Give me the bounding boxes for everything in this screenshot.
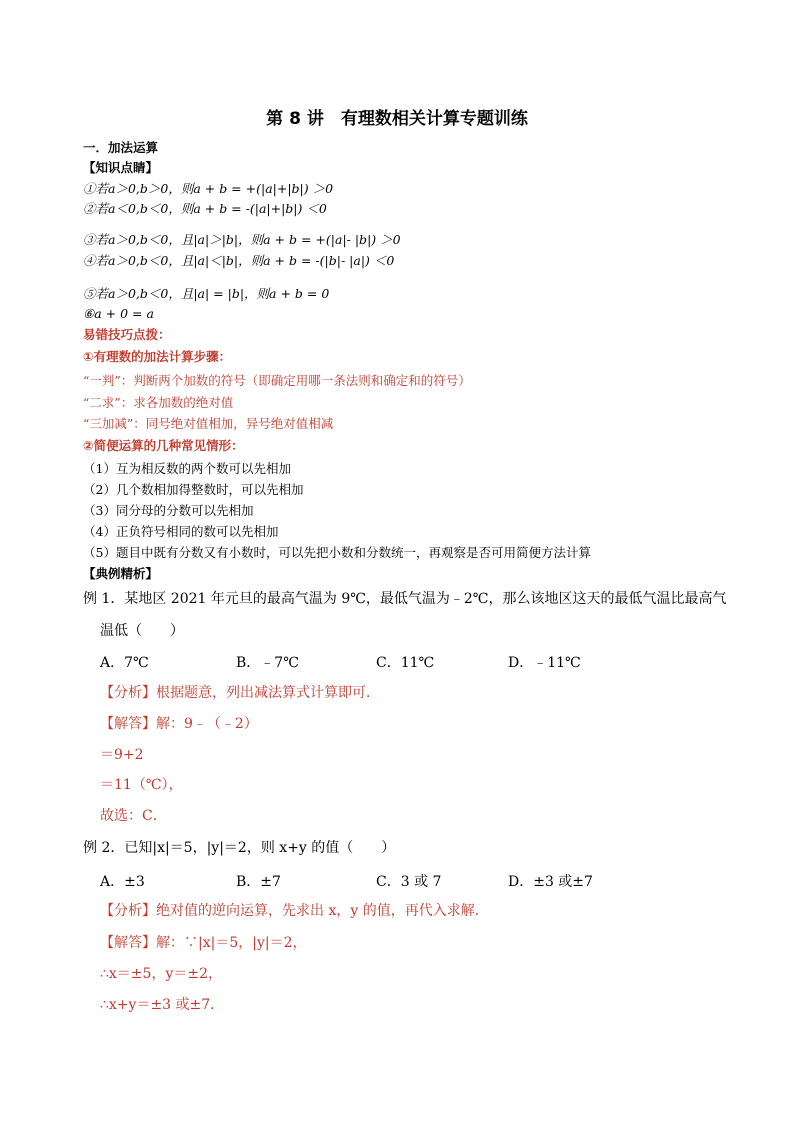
simple-case-2: （2）几个数相加得整数时，可以先相加 bbox=[83, 482, 304, 497]
example2-option-a: A．±3 bbox=[100, 874, 145, 890]
example2-answer-line1 bbox=[100, 934, 307, 952]
analysis-tag: 【分析】 bbox=[100, 903, 156, 919]
analysis-tag: 【分析】 bbox=[100, 685, 156, 701]
rule-4: ④若a＞0,b＜0，且|a|＜|b|，则a + b = -(|b|- |a|) ＜0 bbox=[83, 253, 395, 268]
examples-heading: 【典例精析】 bbox=[83, 566, 159, 581]
example2-question: 例 2．已知|x|＝5，|y|＝2，则 x+y 的值（ ） bbox=[83, 840, 396, 856]
step-3: “三加减”：同号绝对值相加，异号绝对值相减 bbox=[83, 416, 334, 431]
example1-option-c: C．11℃ bbox=[376, 655, 435, 671]
answer-tag: 【解答】 bbox=[100, 935, 156, 951]
tips-heading: 易错技巧点拨： bbox=[83, 327, 171, 342]
example1-option-b: B．﹣7℃ bbox=[236, 655, 299, 671]
rule-2: ②若a＜0,b＜0，则a + b = -(|a|+|b|) ＜0 bbox=[83, 201, 327, 216]
section-heading: 一．加法运算 bbox=[83, 140, 159, 155]
analysis-text: 绝对值的逆向运算，先求出 x，y 的值，再代入求解． bbox=[156, 903, 489, 919]
step-1: “一判”：判断两个加数的符号（即确定用哪一条法则和确定和的符号） bbox=[83, 373, 471, 388]
answer-tag: 【解答】 bbox=[100, 716, 156, 732]
example1-analysis bbox=[100, 684, 380, 702]
example2-option-b: B．±7 bbox=[236, 874, 281, 890]
example2-answer-line2: ∴x＝±5，y＝±2， bbox=[100, 966, 222, 982]
simple-case-5: （5）题目中既有分数又有小数时，可以先把小数和分数统一，再观察是否可用简便方法计算 bbox=[83, 545, 591, 560]
example2-analysis bbox=[100, 902, 489, 920]
knowledge-heading: 【知识点睛】 bbox=[83, 160, 159, 175]
simple-heading: ②简便运算的几种常见情形： bbox=[83, 438, 244, 453]
simple-case-1: （1）互为相反数的两个数可以先相加 bbox=[83, 461, 291, 476]
example2-option-d: D．±3 或±7 bbox=[508, 874, 593, 890]
steps-heading: ①有理数的加法计算步骤： bbox=[83, 349, 232, 364]
page-title: 第 8 讲 有理数相关计算专题训练 bbox=[266, 109, 528, 129]
rule-6: ⑥a + 0 = a bbox=[83, 306, 154, 321]
example1-answer-line1 bbox=[100, 715, 258, 733]
example1-answer-line3: ＝11（℃）， bbox=[100, 777, 183, 793]
simple-case-3: （3）同分母的分数可以先相加 bbox=[83, 503, 254, 518]
example2-option-c: C．3 或 7 bbox=[376, 874, 442, 890]
analysis-text: 根据题意，列出减法算式计算即可． bbox=[156, 685, 380, 701]
step-2: “二求”：求各加数的绝对值 bbox=[83, 395, 234, 410]
example1-answer-line4: 故选：C． bbox=[100, 808, 167, 824]
example1-option-d: D．﹣11℃ bbox=[508, 655, 581, 671]
example1-answer-line2: ＝9+2 bbox=[100, 747, 144, 763]
rule-5: ⑤若a＞0,b＜0，且|a| = |b|，则a + b = 0 bbox=[83, 286, 330, 301]
example1-question-line1: 例 1．某地区 2021 年元旦的最高气温为 9℃，最低气温为﹣2℃，那么该地区这天的最低气温比最高气 bbox=[83, 591, 727, 607]
simple-case-4: （4）正负符号相同的数可以先相加 bbox=[83, 524, 279, 539]
example1-option-a: A．7℃ bbox=[100, 655, 149, 671]
example2-answer-line3: ∴x+y＝±3 或±7． bbox=[100, 997, 225, 1013]
rule-1: ①若a＞0,b＞0，则a + b = +(|a|+|b|) ＞0 bbox=[83, 181, 334, 196]
rule-3: ③若a＞0,b＜0，且|a|＞|b|，则a + b = +(|a|- |b|) ＞0 bbox=[83, 232, 401, 247]
answer-step: 解：9﹣（﹣2） bbox=[156, 716, 258, 732]
example1-question-line2: 温低（ ） bbox=[100, 623, 184, 639]
answer-step: 解：∵|x|＝5，|y|＝2， bbox=[156, 935, 307, 951]
